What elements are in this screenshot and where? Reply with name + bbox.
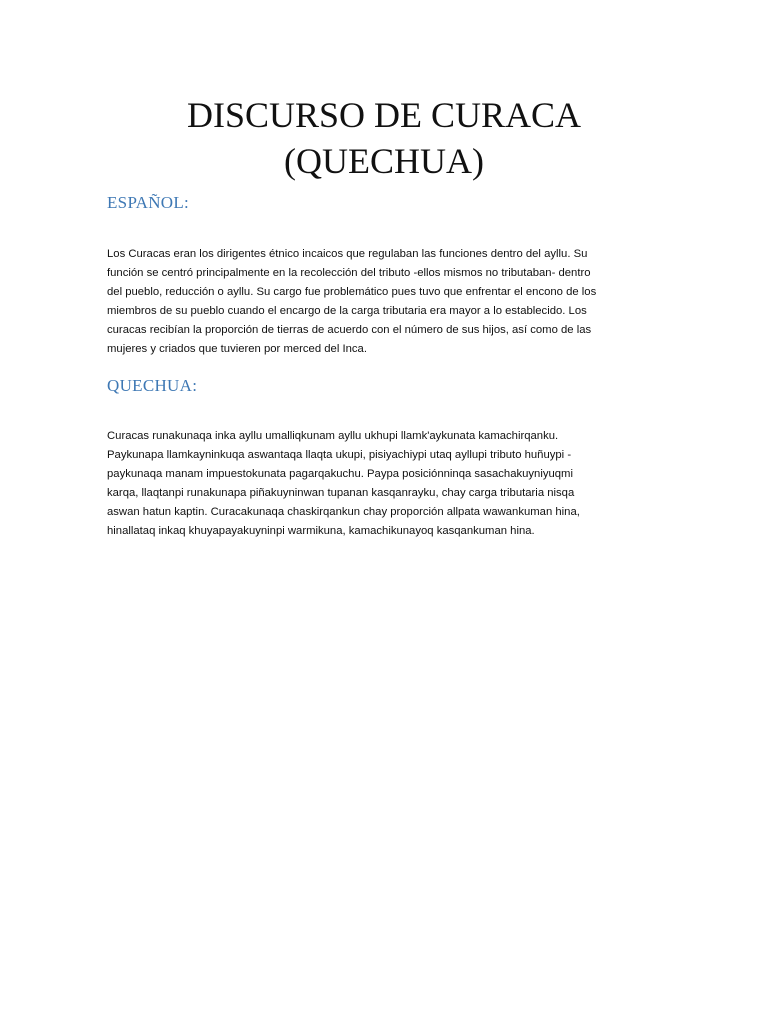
paragraph-espanol: [107, 245, 663, 359]
paragraph-line: mujeres y criados que tuvieren por merced del Inca.: [107, 343, 367, 355]
paragraph-line: función se centró principalmente en la recolección del tributo -ellos mismos no tributaban- dentro: [107, 267, 591, 279]
paragraph-line: del pueblo, reducción o ayllu. Su cargo fue problemático pues tuvo que enfrentar el encono de los: [107, 286, 597, 298]
paragraph-line: miembros de su pueblo cuando el encargo de la carga tributaria era mayor a lo establecido. Los: [107, 305, 587, 317]
paragraph-line: karqa, llaqtanpi runakunapa piñakuyninwan tupanan kasqanrayku, chay carga tributaria nisqa: [107, 487, 575, 499]
paragraph-line: Los Curacas eran los dirigentes étnico incaicos que regulaban las funciones dentro del ayllu. Su: [107, 248, 588, 260]
page-title: [0, 92, 768, 184]
paragraph-quechua: [107, 427, 663, 541]
paragraph-line: aswan hatun kaptin. Curacakunaqa chaskirqankun chay proporción allpata wawankuman hina,: [107, 506, 580, 518]
paragraph-line: hinallataq inkaq khuyapayakuyninpi warmikuna, kamachikunayoq kasqankuman hina.: [107, 525, 535, 537]
section-heading-quechua: QUECHUA:: [107, 376, 198, 395]
paragraph-line: curacas recibían la proporción de tierras de acuerdo con el número de sus hijos, así como de las: [107, 324, 592, 336]
section-heading-espanol: ESPAÑOL:: [107, 193, 190, 212]
paragraph-line: Paykunapa llamkayninkuqa aswantaqa llaqta ukupi, pisiyachiypi utaq ayllupi tributo huñuypi -: [107, 449, 572, 461]
title-line: (QUECHUA): [284, 141, 484, 181]
title-line: DISCURSO DE CURACA: [186, 95, 582, 135]
paragraph-line: Curacas runakunaqa inka ayllu umalliqkunam ayllu ukhupi llamk'aykunata kamachirqanku.: [107, 430, 559, 442]
paragraph-line: paykunaqa manam impuestokunata pagarqakuchu. Paypa posiciónninqa sasachakuyniyuqmi: [107, 468, 573, 480]
